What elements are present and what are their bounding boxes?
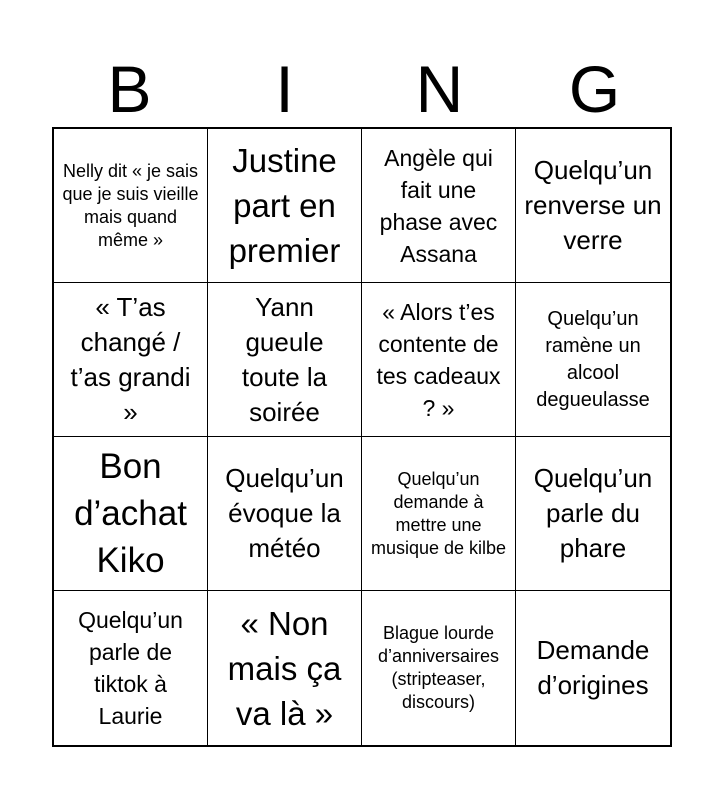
bingo-cell-16[interactable] — [516, 591, 670, 745]
bingo-cell-7[interactable] — [362, 283, 516, 437]
bingo-cell-text: Bon d’achat Kiko — [74, 447, 187, 580]
bingo-cell-12[interactable] — [516, 437, 670, 591]
bingo-cell-text: Angèle qui fait une phase avec Assana — [379, 144, 498, 267]
bingo-cell-6[interactable] — [208, 283, 362, 437]
header-letter-g: G — [568, 52, 621, 126]
bingo-cell-text: « T’as changé / t’as grandi » — [70, 291, 191, 427]
bingo-cell-text: Quelqu’un parle de tiktok à Laurie — [78, 607, 183, 729]
bingo-cell-9[interactable] — [54, 437, 208, 591]
bingo-cell-3[interactable] — [362, 129, 516, 283]
bingo-cell-text: Quelqu’un renverse un verre — [524, 155, 662, 255]
bingo-cell-15[interactable] — [362, 591, 516, 745]
bingo-cell-10[interactable] — [208, 437, 362, 591]
bingo-cell-text: Quelqu’un évoque la météo — [225, 463, 344, 563]
bingo-cell-2[interactable] — [208, 129, 362, 283]
bingo-cell-text: Quelqu’un ramène un alcool degueulasse — [536, 307, 650, 411]
bingo-cell-8[interactable] — [516, 283, 670, 437]
bingo-cell-text: Blague lourde d’anniversaires (stripteaser, discours) — [377, 623, 500, 712]
bingo-cell-11[interactable] — [362, 437, 516, 591]
bingo-cell-1[interactable] — [54, 129, 208, 283]
bingo-cell-text: Yann gueule toute la soirée — [241, 291, 328, 427]
header-letter-b: B — [107, 52, 152, 126]
bingo-grid — [52, 127, 672, 747]
header-letter-i: I — [275, 52, 294, 126]
bingo-cell-text: « Alors t’es contente de tes cadeaux ? » — [376, 298, 501, 421]
header-letter-n: N — [415, 52, 464, 126]
bingo-cell-text: Justine part en premier — [228, 142, 341, 269]
bingo-cell-text: Quelqu’un parle du phare — [533, 463, 653, 563]
bingo-cell-4[interactable] — [516, 129, 670, 283]
bingo-cell-text: Demande d’origines — [536, 635, 650, 700]
bingo-cell-text: Nelly dit « je sais que je suis vieille mais quand même » — [62, 160, 199, 250]
bingo-cell-14[interactable] — [208, 591, 362, 745]
bingo-header — [52, 50, 672, 128]
bingo-cell-text: Quelqu’un demande à mettre une musique de kilbe — [370, 468, 507, 558]
bingo-cell-13[interactable] — [54, 591, 208, 745]
bingo-cell-5[interactable] — [54, 283, 208, 437]
bingo-cell-text: « Non mais ça va là » — [227, 604, 342, 732]
